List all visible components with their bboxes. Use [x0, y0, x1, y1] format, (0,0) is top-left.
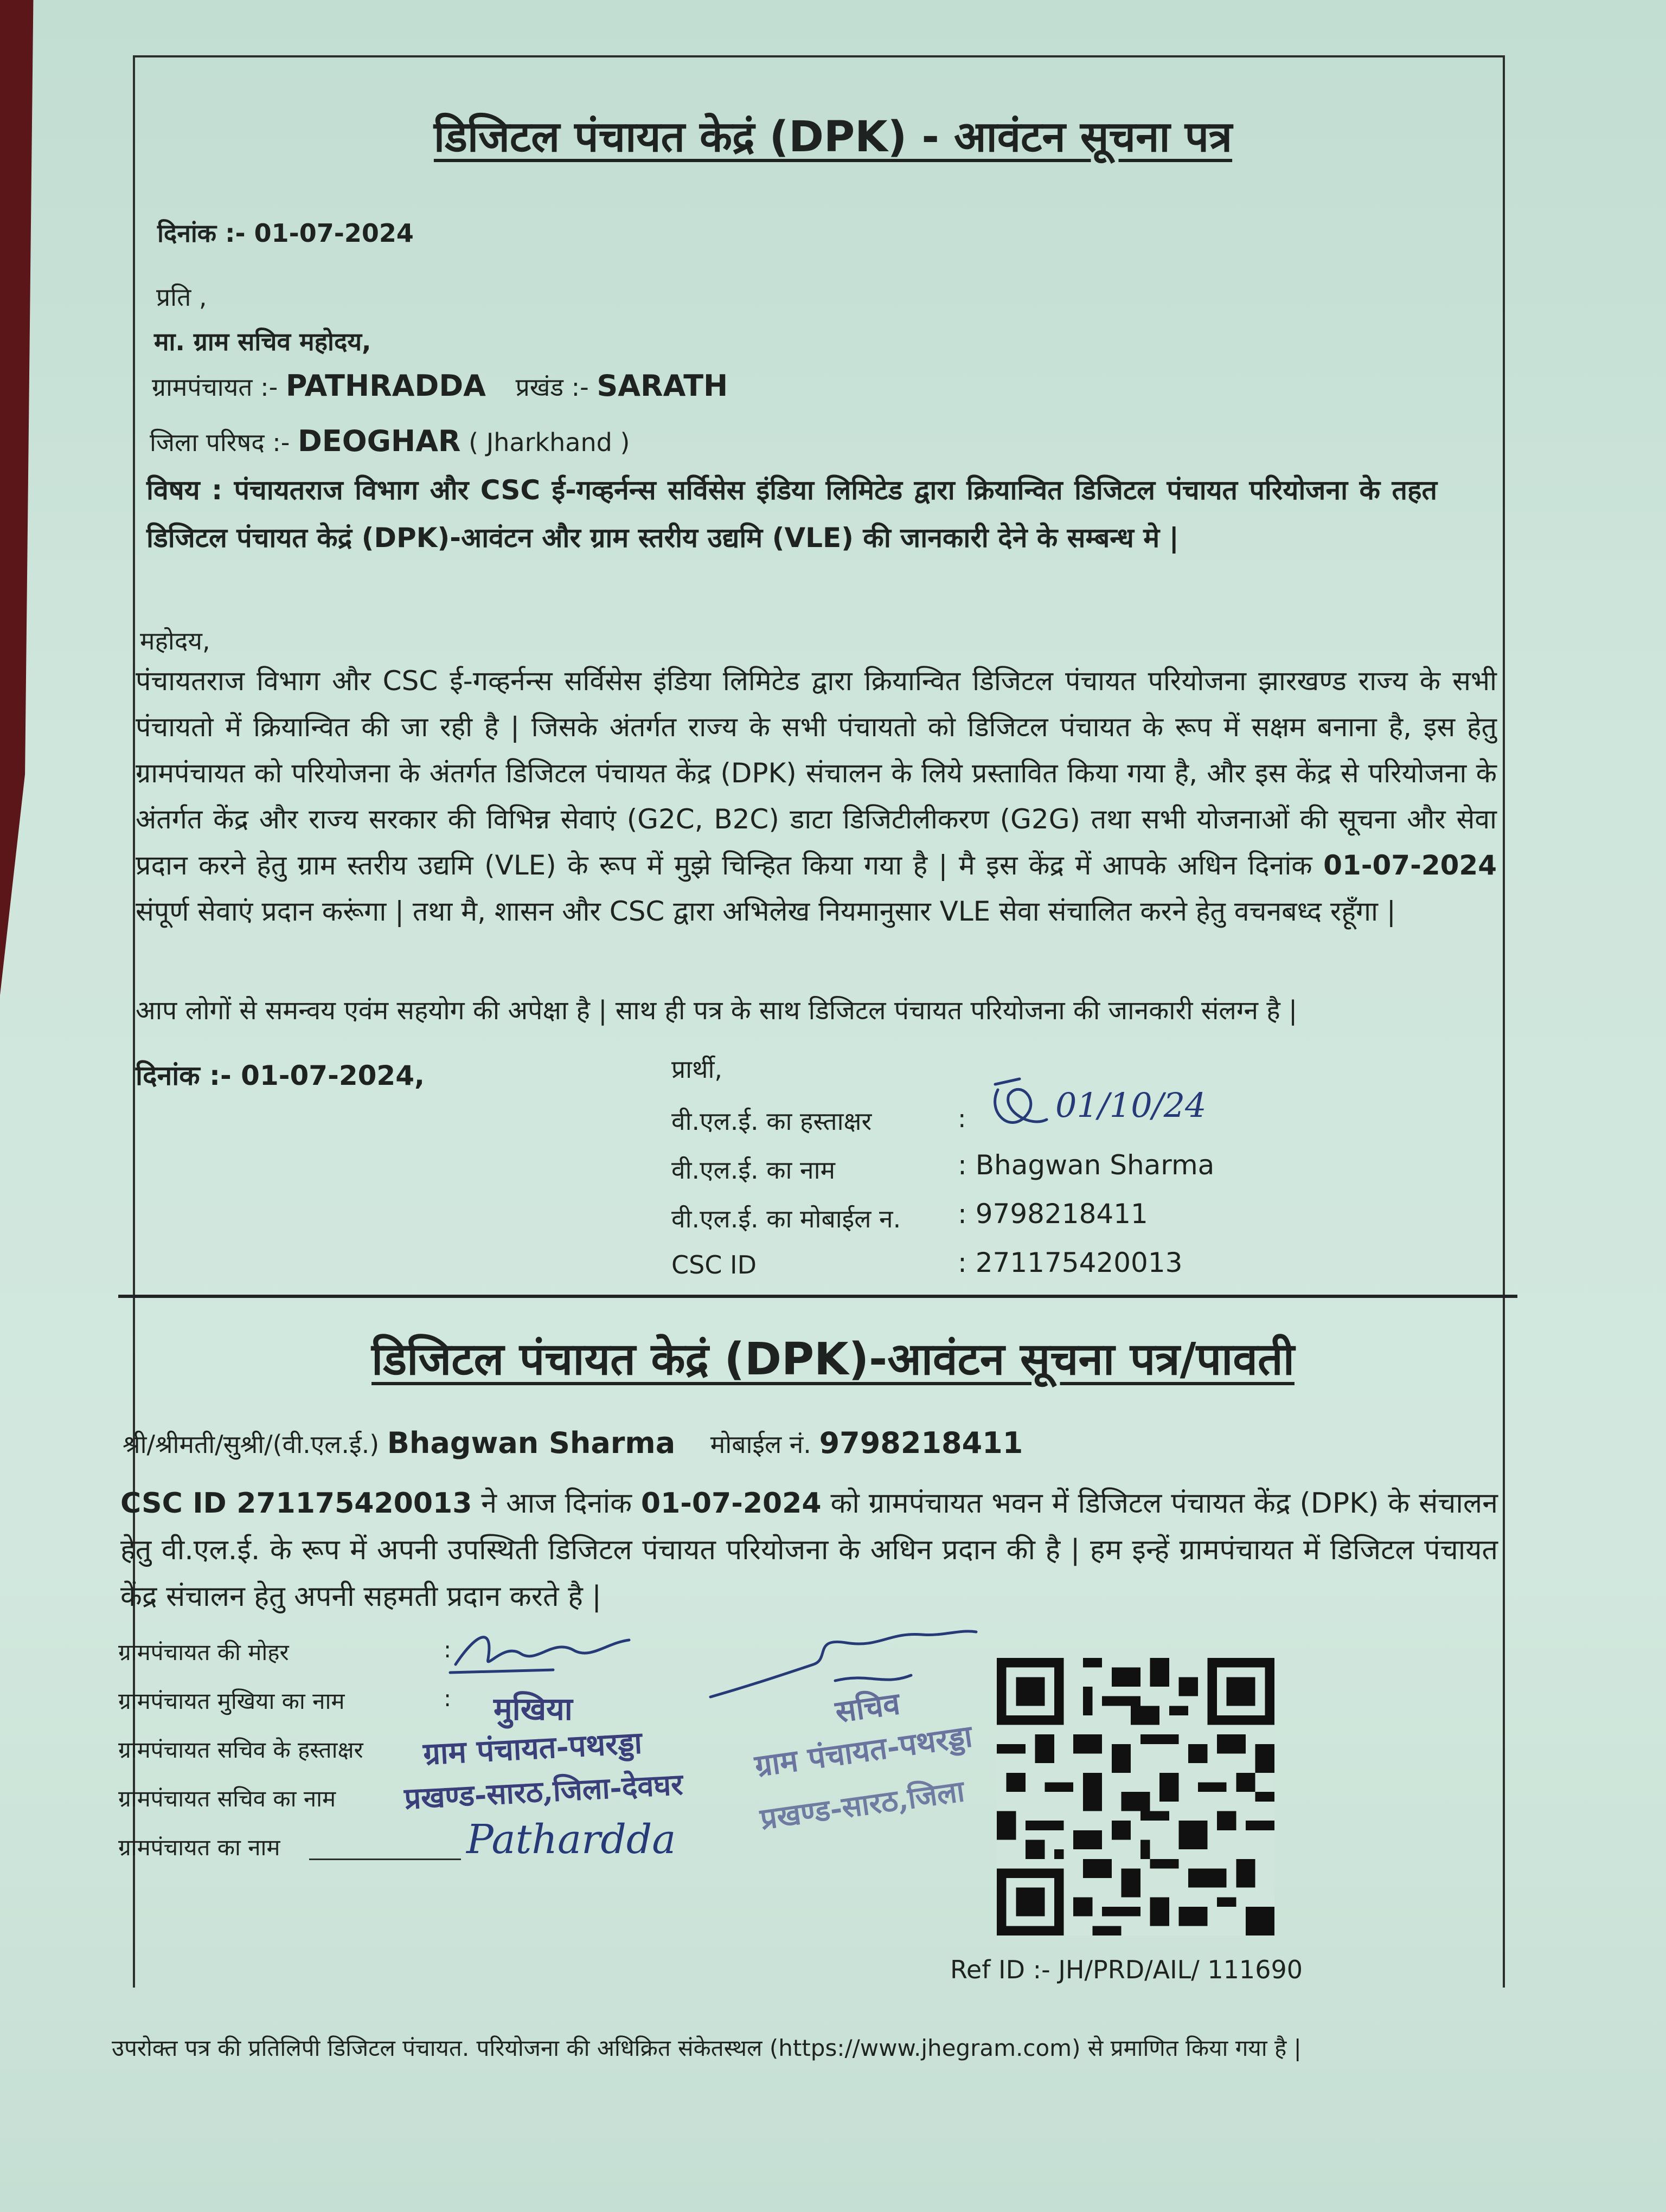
field-seal: ग्रामपंचायत की मोहर: [118, 1639, 289, 1666]
sachiv-stamp-line-2: ग्राम पंचायत-पथरड्डा: [752, 1718, 975, 1784]
gp-name-underline: [309, 1859, 461, 1860]
gp-line: [152, 369, 728, 403]
field-gp-name: ग्रामपंचायत का नाम: [118, 1834, 280, 1861]
letter-body-2: आप लोगों से समन्वय एवंम सहयोग की अपेक्षा है | साथ ही पत्र के साथ डिजिटल पंचायत परियोजना की जानकारी संलग्न है |: [136, 995, 1298, 1026]
addressee: मा. ग्राम सचिव महोदय,: [154, 327, 371, 356]
state-value: ( Jharkhand ): [469, 428, 630, 457]
colon-1: :: [444, 1636, 452, 1663]
mukhiya-stamp-line-2: ग्राम पंचायत-पथरड्डा: [422, 1725, 643, 1772]
prati-label: प्रति ,: [156, 282, 207, 312]
vle-mobile-value: : 9798218411: [958, 1198, 1148, 1230]
gp-name-handwritten: Pathardda: [466, 1816, 676, 1863]
receipt-csc: CSC ID 271175420013: [120, 1487, 472, 1520]
bottom-date: दिनांक :- 01-07-2024,: [136, 1060, 425, 1091]
qr-code: [997, 1658, 1274, 1935]
receipt-person-line: [123, 1426, 1023, 1461]
body-text-2: संपूर्ण सेवाएं प्रदान करूंगा | तथा मै, शासन और CSC द्वारा अभिलेख नियमानुसार VLE सेवा संचालित करने हेतु वचनबध्द रहूँगा |: [136, 896, 1396, 927]
gp-label: ग्रामपंचायत :-: [152, 372, 278, 402]
district-label: जिला परिषद :-: [150, 428, 290, 457]
sachiv-stamp-line-1: सचिव: [833, 1686, 902, 1730]
vle-sig-label: वी.एल.ई. का हस्ताक्षर: [671, 1107, 872, 1136]
ref-id: Ref ID :- JH/PRD/AIL/ 111690: [950, 1955, 1303, 1984]
sachiv-stamp-line-3: प्रखण्ड-सारठ,जिला: [758, 1773, 967, 1837]
vle-sig-colon: :: [958, 1104, 966, 1133]
district-value: DEOGHAR: [297, 424, 461, 458]
field-sachiv-name: ग्रामपंचायत सचिव का नाम: [118, 1785, 336, 1812]
mobile-value: 9798218411: [819, 1426, 1023, 1460]
letter-date: दिनांक :- 01-07-2024: [157, 218, 414, 248]
field-sachiv-sign: ग्रामपंचायत सचिव के हस्ताक्षर: [118, 1737, 363, 1763]
section-divider: [118, 1295, 1517, 1298]
letter-title: डिजिटल पंचायत केद्रं (DPK) - आवंटन सूचना पत्र: [433, 113, 1233, 162]
mukhiya-stamp-line-1: मुखिया: [494, 1690, 573, 1727]
receipt-title: डिजिटल पंचायत केद्रं (DPK)-आवंटन सूचना पत्र/पावती: [371, 1334, 1295, 1385]
applicant-label: प्रार्थी,: [671, 1054, 723, 1084]
receipt-text-mid: ने आज दिनांक: [481, 1487, 632, 1520]
mukhiya-signature: [445, 1621, 640, 1681]
vle-mobile-label: वी.एल.ई. का मोबाईल न.: [671, 1204, 901, 1233]
letter-subject: विषय : पंचायतराज विभाग और CSC ई-गव्हर्नन्स सर्विसेस इंडिया लिमिटेड द्वारा क्रियान्वित डिजिटल पंचायत परियोजना के तहत डिजिटल पंचायत केद्रं (DPK)-आवंटन और ग्राम स्तरीय उद्यमि (VLE) की जानकारी देने के सम्बन्ध मे |: [146, 474, 1437, 554]
mukhiya-stamp-line-3: प्रखण्ड-सारठ,जिला-देवघर: [403, 1766, 684, 1816]
salutation: महोदय,: [140, 626, 210, 655]
district-line: [150, 424, 630, 459]
letter-body: [136, 658, 1497, 935]
colon-2: :: [444, 1685, 452, 1712]
receipt-text-rest: को ग्रामपंचायत भवन में डिजिटल पंचायत केंद्र (DPK) के संचालन हेतु वी.एल.ई. के रूप में अपनी उपस्थिती डिजिटल पंचायत परियोजना के अधिन प्रदान की है | हम इन्हें ग्रामपंचायत में डिजिटल पंचायत केंद्र संचालन हेतु अपनी सहमती प्रदान करते है |: [120, 1487, 1498, 1613]
field-mukhiya-name: ग्रामपंचायत मुखिया का नाम: [118, 1688, 345, 1714]
gp-value: PATHRADDA: [285, 369, 486, 403]
person-name: Bhagwan Sharma: [387, 1426, 676, 1460]
vle-signature-date: 01/10/24: [1055, 1085, 1207, 1125]
block-label: प्रखंड :-: [515, 372, 589, 402]
person-prefix: श्री/श्रीमती/सुश्री/(वी.एल.ई.): [123, 1430, 380, 1459]
footer-note: उपरोक्त पत्र की प्रतिलिपी डिजिटल पंचायत. परियोजना की अधिक्रित संकेतस्थल (https://www.jhegram.com) से प्रमाणित किया गया है |: [112, 2035, 1302, 2061]
block-value: SARATH: [597, 369, 728, 403]
body-date: 01-07-2024: [1323, 850, 1497, 881]
receipt-date: 01-07-2024: [640, 1487, 822, 1520]
vle-csc-value: : 271175420013: [958, 1247, 1183, 1278]
mobile-label: मोबाईल नं.: [710, 1430, 811, 1459]
vle-name-label: वी.एल.ई. का नाम: [671, 1155, 836, 1185]
vle-name-value: : Bhagwan Sharma: [958, 1149, 1215, 1181]
receipt-body: [120, 1480, 1498, 1620]
vle-csc-label: CSC ID: [671, 1250, 757, 1279]
body-text-1: पंचायतराज विभाग और CSC ई-गव्हर्नन्स सर्विसेस इंडिया लिमिटेड द्वारा क्रियान्वित डिजिटल पंचायत परियोजना झारखण्ड राज्य के सभी पंचायतो में क्रियान्वित की जा रही है | जिसके अंतर्गत राज्य के सभी पंचायतो को डिजिटल पंचायत के रूप में सक्षम बनाना है, इस हेतु ग्रामपंचायत को परियोजना के अंतर्गत डिजिटल पंचायत केंद्र (DPK) संचालन के लिये प्रस्तावित किया गया है, और इस केंद्र से परियोजना के अंतर्गत केंद्र और राज्य सरकार की विभिन्न सेवाएं (G2C, B2C) डाटा डिजिटीलीकरण (G2G) तथा सभी योजनाओं की सूचना और सेवा प्रदान करने हेतु ग्राम स्तरीय उद्यमि (VLE) के रूप में मुझे चिन्हित किया गया है | मै इस केंद्र में आपके अधिन दिनांक: [136, 665, 1497, 881]
